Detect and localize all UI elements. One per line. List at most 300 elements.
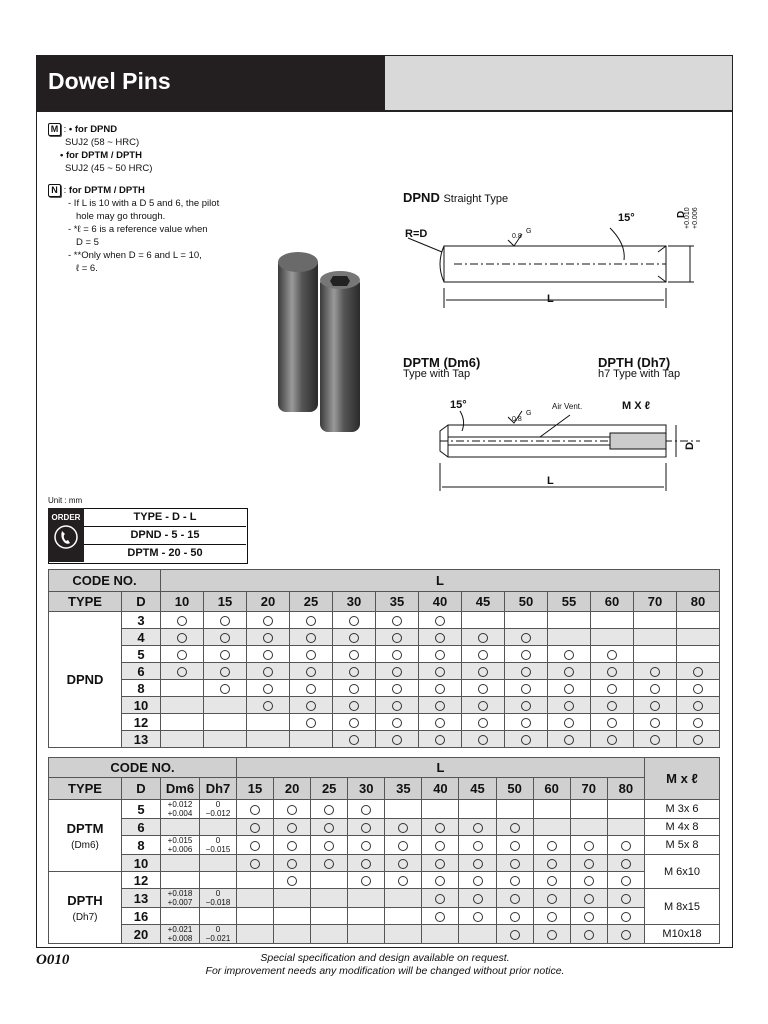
order-format: TYPE - D - L xyxy=(84,508,246,527)
availability-cell xyxy=(548,680,591,697)
availability-cell xyxy=(607,872,644,889)
available-mark-icon xyxy=(392,633,402,643)
availability-cell xyxy=(634,663,677,680)
length-header: 50 xyxy=(496,778,533,800)
availability-cell xyxy=(247,697,290,714)
availability-cell xyxy=(419,612,462,629)
length-header: 80 xyxy=(677,592,720,612)
page-title: Dowel Pins xyxy=(48,68,171,94)
note-dpnd-label: • for DPND xyxy=(68,124,118,135)
tap-size-cell: M 3x 6 xyxy=(645,800,720,819)
available-mark-icon xyxy=(220,633,230,643)
available-mark-icon xyxy=(263,667,273,677)
tap-size-cell: M 4x 8 xyxy=(645,819,720,836)
availability-cell xyxy=(204,714,247,731)
availability-cell xyxy=(496,855,533,872)
availability-cell xyxy=(505,731,548,748)
available-mark-icon xyxy=(287,841,297,851)
available-mark-icon xyxy=(547,930,557,940)
availability-cell xyxy=(274,908,311,925)
l-header: L xyxy=(237,758,645,778)
availability-cell xyxy=(462,697,505,714)
available-mark-icon xyxy=(220,667,230,677)
available-mark-icon xyxy=(478,667,488,677)
note-line: D = 5 xyxy=(76,237,99,248)
availability-cell xyxy=(247,612,290,629)
diameter-cell: 3 xyxy=(122,612,161,629)
dm6-header: Dm6 xyxy=(161,778,200,800)
radius-label: R=D xyxy=(405,228,428,240)
dptm-title: DPTM (Dm6) xyxy=(403,355,481,370)
length-header: 40 xyxy=(422,778,459,800)
availability-cell xyxy=(348,908,385,925)
availability-cell xyxy=(348,872,385,889)
table-row xyxy=(49,714,720,731)
available-mark-icon xyxy=(250,823,260,833)
table-row xyxy=(49,908,720,925)
available-mark-icon xyxy=(361,841,371,851)
availability-cell xyxy=(591,680,634,697)
available-mark-icon xyxy=(435,735,445,745)
available-mark-icon xyxy=(287,876,297,886)
length-header: 15 xyxy=(204,592,247,612)
availability-cell xyxy=(385,889,422,908)
availability-cell xyxy=(677,731,720,748)
available-mark-icon xyxy=(349,633,359,643)
available-mark-icon xyxy=(478,701,488,711)
availability-cell xyxy=(419,663,462,680)
availability-cell xyxy=(385,819,422,836)
available-mark-icon xyxy=(584,859,594,869)
available-mark-icon xyxy=(650,667,660,677)
available-mark-icon xyxy=(287,805,297,815)
title-bar-right xyxy=(384,55,733,111)
availability-cell xyxy=(311,872,348,889)
available-mark-icon xyxy=(473,894,483,904)
available-mark-icon xyxy=(693,667,703,677)
table-row xyxy=(49,925,720,944)
availability-cell xyxy=(385,925,422,944)
available-mark-icon xyxy=(564,735,574,745)
dh7-header: Dh7 xyxy=(200,778,237,800)
tap-size-label: M X ℓ xyxy=(622,400,650,412)
availability-cell xyxy=(505,612,548,629)
availability-cell xyxy=(290,680,333,697)
available-mark-icon xyxy=(510,841,520,851)
availability-cell xyxy=(274,819,311,836)
available-mark-icon xyxy=(547,841,557,851)
available-mark-icon xyxy=(435,701,445,711)
available-mark-icon xyxy=(621,894,631,904)
footer-note-2: For improvement needs any modification will be changed without prior notice. xyxy=(205,965,565,977)
available-mark-icon xyxy=(398,841,408,851)
availability-cell xyxy=(419,697,462,714)
availability-cell xyxy=(677,629,720,646)
l-header: L xyxy=(161,570,720,592)
air-vent-label: Air Vent. xyxy=(552,402,583,411)
table-row xyxy=(49,819,720,836)
diameter-cell: 8 xyxy=(122,836,161,855)
availability-cell xyxy=(607,889,644,908)
availability-cell xyxy=(533,800,570,819)
availability-cell xyxy=(161,663,204,680)
availability-cell xyxy=(333,697,376,714)
available-mark-icon xyxy=(220,684,230,694)
m6-tolerance-cell xyxy=(161,872,200,889)
length-header: 10 xyxy=(161,592,204,612)
type-header: TYPE xyxy=(49,592,122,612)
available-mark-icon xyxy=(177,650,187,660)
available-mark-icon xyxy=(349,616,359,626)
length-header: 45 xyxy=(462,592,505,612)
dpth-subtitle: h7 Type with Tap xyxy=(598,368,681,380)
divider xyxy=(36,111,733,112)
available-mark-icon xyxy=(177,667,187,677)
available-mark-icon xyxy=(435,718,445,728)
availability-cell xyxy=(570,836,607,855)
availability-cell xyxy=(607,908,644,925)
availability-cell xyxy=(161,680,204,697)
availability-cell xyxy=(348,855,385,872)
available-mark-icon xyxy=(564,667,574,677)
order-example-2: DPTM - 20 - 50 xyxy=(127,547,203,559)
dpth-type-cell: DPTH (Dh7) xyxy=(49,872,122,944)
available-mark-icon xyxy=(263,701,273,711)
availability-cell xyxy=(591,646,634,663)
availability-cell xyxy=(348,819,385,836)
length-header: 20 xyxy=(247,592,290,612)
availability-cell xyxy=(462,714,505,731)
note-dptm-material: SUJ2 (45 ~ 50 HRC) xyxy=(65,163,153,174)
availability-cell xyxy=(591,697,634,714)
available-mark-icon xyxy=(564,718,574,728)
availability-cell xyxy=(204,629,247,646)
note-line: - If L is 10 with a D 5 and 6, the pilot xyxy=(68,198,220,209)
availability-cell xyxy=(376,646,419,663)
available-mark-icon xyxy=(650,701,660,711)
available-mark-icon xyxy=(177,616,187,626)
length-header: 45 xyxy=(459,778,496,800)
chamfer-angle: 15° xyxy=(618,212,635,224)
table-row xyxy=(49,697,720,714)
availability-cell xyxy=(204,697,247,714)
available-mark-icon xyxy=(473,859,483,869)
availability-cell xyxy=(290,731,333,748)
availability-cell xyxy=(290,663,333,680)
available-mark-icon xyxy=(349,735,359,745)
availability-cell xyxy=(376,663,419,680)
available-mark-icon xyxy=(250,859,260,869)
diameter-cell: 12 xyxy=(122,872,161,889)
available-mark-icon xyxy=(693,684,703,694)
availability-cell xyxy=(274,800,311,819)
table-row xyxy=(49,629,720,646)
availability-cell xyxy=(570,908,607,925)
availability-cell xyxy=(348,800,385,819)
available-mark-icon xyxy=(324,823,334,833)
available-mark-icon xyxy=(478,718,488,728)
h7-tolerance-cell xyxy=(200,908,237,925)
availability-cell xyxy=(237,872,274,889)
availability-cell xyxy=(247,629,290,646)
availability-cell xyxy=(419,629,462,646)
available-mark-icon xyxy=(473,876,483,886)
availability-cell xyxy=(311,889,348,908)
dptm-dpth-table xyxy=(48,757,720,944)
available-mark-icon xyxy=(584,930,594,940)
availability-cell xyxy=(376,680,419,697)
availability-cell xyxy=(422,836,459,855)
table-row xyxy=(49,663,720,680)
availability-cell xyxy=(204,646,247,663)
available-mark-icon xyxy=(621,859,631,869)
diameter-cell: 12 xyxy=(122,714,161,731)
availability-cell xyxy=(533,855,570,872)
availability-cell xyxy=(677,714,720,731)
pilot-notes: N : for DPTM / DPTH - If L is 10 with a D 5 and 6, the pilot hole may go through. - *ℓ = 6 is a reference value when D = 5 - **Only when D = 6 and L = 10, ℓ = 6. xyxy=(48,184,219,275)
note-line: - *ℓ = 6 is a reference value when xyxy=(68,224,208,235)
dptm-length: L xyxy=(547,475,554,487)
diameter-cell: 6 xyxy=(122,663,161,680)
availability-cell xyxy=(634,612,677,629)
available-mark-icon xyxy=(521,667,531,677)
available-mark-icon xyxy=(621,841,631,851)
availability-cell xyxy=(376,731,419,748)
available-mark-icon xyxy=(650,735,660,745)
availability-cell xyxy=(237,836,274,855)
available-mark-icon xyxy=(263,616,273,626)
available-mark-icon xyxy=(547,859,557,869)
available-mark-icon xyxy=(250,805,260,815)
availability-cell xyxy=(419,646,462,663)
availability-cell xyxy=(533,908,570,925)
diameter-cell: 16 xyxy=(122,908,161,925)
availability-cell xyxy=(548,629,591,646)
availability-cell xyxy=(274,925,311,944)
availability-cell xyxy=(570,855,607,872)
page-code: O010 xyxy=(36,952,70,968)
availability-cell xyxy=(204,731,247,748)
tap-size-cell: M 5x 8 xyxy=(645,836,720,855)
availability-cell xyxy=(290,612,333,629)
available-mark-icon xyxy=(306,718,316,728)
availability-cell xyxy=(462,663,505,680)
availability-cell xyxy=(677,612,720,629)
available-mark-icon xyxy=(510,876,520,886)
h7-tolerance-cell xyxy=(200,872,237,889)
phone-icon xyxy=(54,525,78,549)
table-row xyxy=(49,680,720,697)
d-header: D xyxy=(122,592,161,612)
availability-cell xyxy=(247,663,290,680)
availability-cell xyxy=(677,697,720,714)
availability-cell xyxy=(607,800,644,819)
unit-label: Unit : mm xyxy=(48,496,83,505)
m6-tolerance-cell xyxy=(161,908,200,925)
table-row xyxy=(49,836,720,855)
note-n-label: for DPTM / DPTH xyxy=(68,185,145,196)
available-mark-icon xyxy=(621,930,631,940)
footer-note-1: Special specification and design available on request. xyxy=(260,952,510,964)
material-notes: M : • for DPND SUJ2 (58 ~ HRC) • for DPTM / DPTH SUJ2 (45 ~ 50 HRC) xyxy=(48,123,152,175)
h7-tolerance-cell: 0 −0.015 xyxy=(200,836,237,855)
availability-cell xyxy=(333,714,376,731)
h7-tolerance-cell: 0 −0.018 xyxy=(200,889,237,908)
availability-cell xyxy=(533,925,570,944)
m6-tolerance-cell xyxy=(161,855,200,872)
available-mark-icon xyxy=(584,894,594,904)
diameter-cell: 6 xyxy=(122,819,161,836)
availability-cell xyxy=(634,680,677,697)
availability-cell xyxy=(459,889,496,908)
availability-cell xyxy=(290,646,333,663)
availability-cell xyxy=(591,731,634,748)
availability-cell xyxy=(290,697,333,714)
availability-cell xyxy=(419,714,462,731)
available-mark-icon xyxy=(584,876,594,886)
availability-cell xyxy=(161,731,204,748)
available-mark-icon xyxy=(220,616,230,626)
availability-cell xyxy=(237,819,274,836)
availability-cell xyxy=(237,889,274,908)
available-mark-icon xyxy=(564,701,574,711)
m-badge-icon: M xyxy=(48,123,61,136)
available-mark-icon xyxy=(306,633,316,643)
availability-cell xyxy=(422,800,459,819)
length-header: 55 xyxy=(548,592,591,612)
code-no-header: CODE NO. xyxy=(49,758,237,778)
availability-cell xyxy=(237,908,274,925)
table-row xyxy=(49,612,720,629)
length-header: 60 xyxy=(533,778,570,800)
available-mark-icon xyxy=(607,701,617,711)
availability-cell xyxy=(677,663,720,680)
available-mark-icon xyxy=(435,841,445,851)
availability-cell xyxy=(274,872,311,889)
note-line: - **Only when D = 6 and L = 10, xyxy=(68,250,202,261)
tap-size-cell: M 8x15 xyxy=(645,889,720,925)
availability-cell xyxy=(459,872,496,889)
availability-cell xyxy=(348,925,385,944)
availability-cell xyxy=(376,714,419,731)
available-mark-icon xyxy=(478,650,488,660)
availability-cell xyxy=(591,612,634,629)
h7-tolerance-cell xyxy=(200,855,237,872)
available-mark-icon xyxy=(435,616,445,626)
availability-cell xyxy=(548,714,591,731)
available-mark-icon xyxy=(392,650,402,660)
dptm-subtitle: Type with Tap xyxy=(403,368,471,380)
availability-cell xyxy=(422,819,459,836)
available-mark-icon xyxy=(349,701,359,711)
dptm-roughness: 0.8 xyxy=(512,416,522,423)
tolerance-d: D xyxy=(676,210,687,218)
available-mark-icon xyxy=(521,701,531,711)
availability-cell xyxy=(422,855,459,872)
availability-cell xyxy=(462,646,505,663)
availability-cell xyxy=(570,925,607,944)
availability-cell xyxy=(385,800,422,819)
available-mark-icon xyxy=(650,718,660,728)
available-mark-icon xyxy=(324,841,334,851)
diameter-cell: 4 xyxy=(122,629,161,646)
availability-cell xyxy=(311,925,348,944)
availability-cell xyxy=(385,908,422,925)
tolerance-upper: +0.010 xyxy=(684,207,691,229)
length-header: 60 xyxy=(591,592,634,612)
available-mark-icon xyxy=(521,735,531,745)
dpnd-subtitle: Straight Type xyxy=(443,193,509,205)
available-mark-icon xyxy=(521,633,531,643)
available-mark-icon xyxy=(435,823,445,833)
availability-cell xyxy=(311,855,348,872)
length-header: 15 xyxy=(237,778,274,800)
availability-cell xyxy=(419,731,462,748)
availability-cell xyxy=(161,646,204,663)
m6-tolerance-cell xyxy=(161,819,200,836)
type-cell: DPND xyxy=(49,612,122,748)
availability-cell xyxy=(311,836,348,855)
availability-cell xyxy=(496,819,533,836)
availability-cell xyxy=(247,680,290,697)
available-mark-icon xyxy=(621,912,631,922)
availability-cell xyxy=(459,836,496,855)
diameter-cell: 8 xyxy=(122,680,161,697)
dptm-diameter: D xyxy=(684,442,696,450)
m6-tolerance-cell: +0.018 +0.007 xyxy=(161,889,200,908)
available-mark-icon xyxy=(263,633,273,643)
available-mark-icon xyxy=(607,650,617,660)
length-header: 35 xyxy=(376,592,419,612)
available-mark-icon xyxy=(435,667,445,677)
availability-cell xyxy=(311,819,348,836)
availability-cell xyxy=(274,889,311,908)
available-mark-icon xyxy=(435,650,445,660)
length-header: 80 xyxy=(607,778,644,800)
dpnd-title: DPND xyxy=(403,190,440,205)
availability-cell xyxy=(591,663,634,680)
availability-cell xyxy=(634,697,677,714)
available-mark-icon xyxy=(398,859,408,869)
available-mark-icon xyxy=(306,667,316,677)
availability-cell xyxy=(634,629,677,646)
availability-cell xyxy=(677,646,720,663)
available-mark-icon xyxy=(324,859,334,869)
availability-cell xyxy=(591,714,634,731)
availability-cell xyxy=(247,714,290,731)
note-line: ℓ = 6. xyxy=(76,263,98,274)
table-row xyxy=(49,855,720,872)
length-header: 30 xyxy=(333,592,376,612)
availability-cell xyxy=(422,889,459,908)
availability-cell xyxy=(634,646,677,663)
availability-cell xyxy=(459,925,496,944)
diameter-cell: 20 xyxy=(122,925,161,944)
availability-cell xyxy=(311,908,348,925)
dptm-type-cell: DPTM (Dm6) xyxy=(49,800,122,872)
availability-cell xyxy=(422,925,459,944)
available-mark-icon xyxy=(510,912,520,922)
diameter-cell: 10 xyxy=(122,697,161,714)
available-mark-icon xyxy=(306,701,316,711)
availability-cell xyxy=(533,872,570,889)
available-mark-icon xyxy=(693,701,703,711)
diameter-cell: 13 xyxy=(122,889,161,908)
available-mark-icon xyxy=(392,616,402,626)
available-mark-icon xyxy=(392,735,402,745)
available-mark-icon xyxy=(435,894,445,904)
available-mark-icon xyxy=(263,684,273,694)
